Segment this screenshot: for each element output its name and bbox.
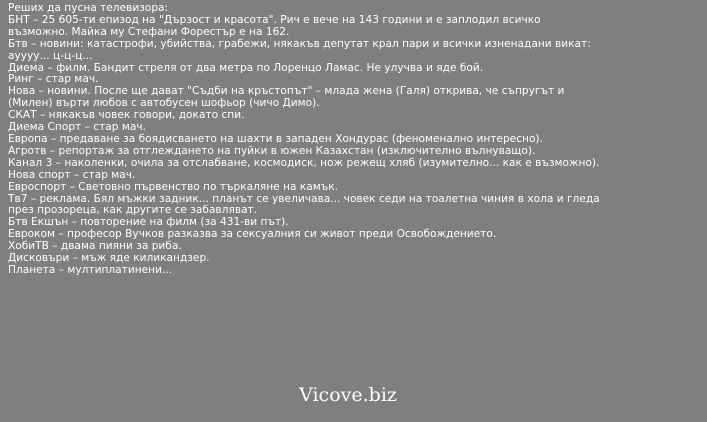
channel-line-btv-action: Бтв Екшън – повторение на филм (за 431-ви път). (8, 216, 289, 229)
channel-line-agrotv: Агротв – репортаж за отглеждането на пуйки в южен Казахстан (изключително вълнуващо). (8, 144, 536, 157)
channel-line-evropa: Европа – предаване за боядисването на шахти в западен Хондурас (феноменално интересно). (8, 132, 543, 145)
channel-line-eurosport: Евроспорт – Световно първенство по търкаляне на камък. (8, 180, 338, 193)
intro-line: Реших да пусна телевизора: (8, 2, 169, 14)
channel-line-btv: Бтв – новини: катастрофи, убийства, грабежи, някакъв депутат крал пари и всички изненадани викат: ауууу... ц-ц-ц... (8, 37, 591, 62)
channel-line-discovery: Дисковъри – мъж яде киликандзер. (8, 252, 210, 265)
channel-line-bnt: БНТ – 25 605-ти епизод на "Дързост и красота". Рич е вече на 143 години и е заплодил всичко възможно. Майка му Стефани Форестър е на 162. (8, 13, 541, 38)
joke-text (8, 3, 600, 277)
channel-line-nova-sport: Нова спорт – стар мач. (8, 168, 136, 181)
channel-line-hobitv: ХобиТВ – двама пияни за риба. (8, 240, 182, 253)
channel-line-kanal3: Канал 3 – наколенки, очила за отслабване, космодиск, нож режещ хляб (изумително... как е възможно). (8, 156, 600, 169)
channel-line-diema-sport: Диема Спорт – стар мач. (8, 121, 146, 134)
channel-line-skat: СКАТ – някакъв човек говори, докато спи. (8, 109, 245, 122)
channel-line-tv7: Тв7 – реклама. Бял мъжки задник... планът се увеличава... човек седи на тоалетна чиния в хола и гледа през прозореца, как другите се забавляват. (8, 192, 600, 217)
channel-line-ring: Ринг – стар мач. (8, 73, 99, 86)
site-watermark: Vicove.biz (299, 384, 397, 406)
channel-line-diema: Диема – филм. Бандит стреля от два метра по Лоренцо Ламас. Не улучва и яде бой. (8, 61, 484, 74)
channel-line-planeta: Планета – мултиплатинени... (8, 263, 173, 276)
channel-line-evrokom: Евроком – професор Вучков разказва за сексуалния си живот преди Освобождението. (8, 228, 497, 241)
channel-line-nova: Нова – новини. После ще дават "Съдби на кръстопът" – млада жена (Галя) открива, че съпругът и (Милен) върти любов с автобусен шофьор (чичо Димо). (8, 85, 565, 110)
